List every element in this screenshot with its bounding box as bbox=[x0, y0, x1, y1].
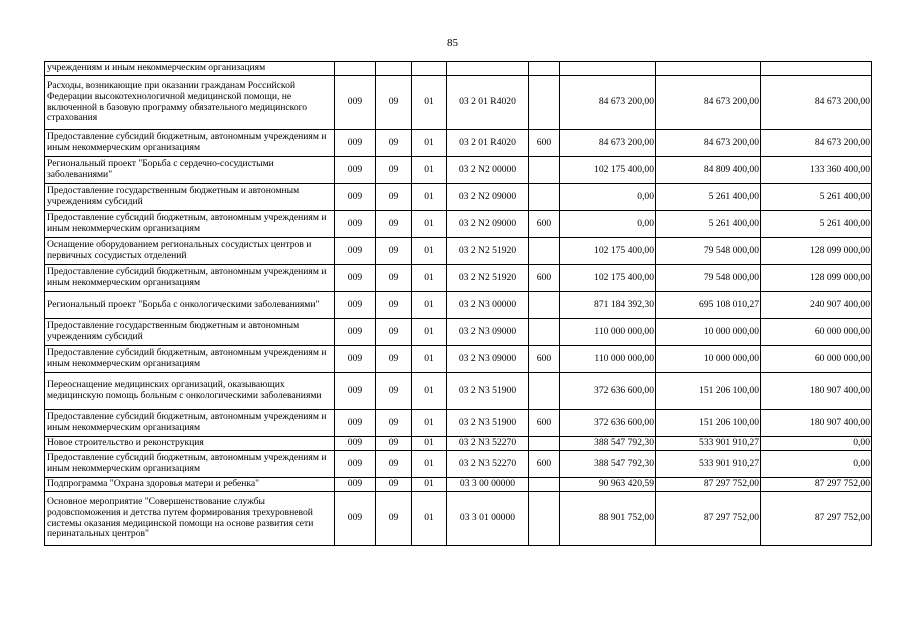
amount-year3-cell: 180 907 400,00 bbox=[761, 373, 872, 410]
subsection-code-cell: 01 bbox=[412, 157, 447, 184]
ministry-code-cell: 009 bbox=[335, 373, 376, 410]
table-body bbox=[45, 62, 872, 546]
target-article-cell: 03 2 N2 09000 bbox=[447, 184, 529, 211]
ministry-code-cell bbox=[335, 62, 376, 76]
ministry-code-cell: 009 bbox=[335, 319, 376, 346]
subsection-code-cell: 01 bbox=[412, 410, 447, 437]
expense-type-cell bbox=[529, 292, 560, 319]
item-name-cell: Оснащение оборудованием региональных сосудистых центров и первичных сосудистых отделений bbox=[45, 238, 335, 265]
target-article-cell: 03 2 N3 51900 bbox=[447, 373, 529, 410]
subsection-code-cell bbox=[412, 62, 447, 76]
expense-type-cell: 600 bbox=[529, 451, 560, 478]
expense-type-cell bbox=[529, 478, 560, 492]
amount-year3-cell: 84 673 200,00 bbox=[761, 130, 872, 157]
amount-year3-cell: 133 360 400,00 bbox=[761, 157, 872, 184]
amount-year2-cell: 533 901 910,27 bbox=[656, 451, 761, 478]
section-code-cell: 09 bbox=[376, 76, 412, 130]
target-article-cell: 03 2 N2 51920 bbox=[447, 265, 529, 292]
target-article-cell: 03 2 N3 09000 bbox=[447, 346, 529, 373]
amount-year2-cell: 87 297 752,00 bbox=[656, 492, 761, 546]
amount-year2-cell: 10 000 000,00 bbox=[656, 319, 761, 346]
amount-year3-cell: 128 099 000,00 bbox=[761, 238, 872, 265]
expense-type-cell bbox=[529, 62, 560, 76]
subsection-code-cell: 01 bbox=[412, 238, 447, 265]
expense-type-cell: 600 bbox=[529, 410, 560, 437]
amount-year3-cell: 5 261 400,00 bbox=[761, 184, 872, 211]
table-row bbox=[45, 437, 872, 451]
expense-type-cell bbox=[529, 157, 560, 184]
section-code-cell: 09 bbox=[376, 292, 412, 319]
item-name-cell: Предоставление субсидий бюджетным, автономным учреждениям и иным некоммерческим организациям bbox=[45, 410, 335, 437]
amount-year1-cell: 871 184 392,30 bbox=[560, 292, 656, 319]
ministry-code-cell: 009 bbox=[335, 346, 376, 373]
amount-year3-cell: 60 000 000,00 bbox=[761, 346, 872, 373]
amount-year2-cell: 5 261 400,00 bbox=[656, 211, 761, 238]
amount-year1-cell: 84 673 200,00 bbox=[560, 76, 656, 130]
item-name-cell: Региональный проект "Борьба с онкологическими заболеваниями" bbox=[45, 292, 335, 319]
section-code-cell: 09 bbox=[376, 478, 412, 492]
amount-year2-cell: 533 901 910,27 bbox=[656, 437, 761, 451]
amount-year2-cell bbox=[656, 62, 761, 76]
item-name-cell: Предоставление субсидий бюджетным, автономным учреждениям и иным некоммерческим организациям bbox=[45, 346, 335, 373]
table-row bbox=[45, 76, 872, 130]
item-name-cell: Расходы, возникающие при оказании гражданам Российской Федерации высокотехнологичной медицинской помощи, не включенной в базовую программу обязательного медицинского страхования bbox=[45, 76, 335, 130]
item-name-cell: Региональный проект "Борьба с сердечно-сосудистыми заболеваниями" bbox=[45, 157, 335, 184]
section-code-cell: 09 bbox=[376, 211, 412, 238]
target-article-cell: 03 2 N3 00000 bbox=[447, 292, 529, 319]
amount-year2-cell: 695 108 010,27 bbox=[656, 292, 761, 319]
amount-year1-cell: 88 901 752,00 bbox=[560, 492, 656, 546]
target-article-cell: 03 2 N3 52270 bbox=[447, 437, 529, 451]
section-code-cell: 09 bbox=[376, 184, 412, 211]
section-code-cell: 09 bbox=[376, 373, 412, 410]
amount-year3-cell: 5 261 400,00 bbox=[761, 211, 872, 238]
item-name-cell: Подпрограмма "Охрана здоровья матери и ребенка" bbox=[45, 478, 335, 492]
table-row bbox=[45, 492, 872, 546]
amount-year1-cell: 0,00 bbox=[560, 211, 656, 238]
target-article-cell bbox=[447, 62, 529, 76]
expense-type-cell bbox=[529, 492, 560, 546]
subsection-code-cell: 01 bbox=[412, 492, 447, 546]
budget-table bbox=[44, 61, 872, 546]
table-row bbox=[45, 265, 872, 292]
target-article-cell: 03 3 01 00000 bbox=[447, 492, 529, 546]
section-code-cell: 09 bbox=[376, 346, 412, 373]
section-code-cell: 09 bbox=[376, 319, 412, 346]
item-name-cell: Предоставление субсидий бюджетным, автономным учреждениям и иным некоммерческим организациям bbox=[45, 451, 335, 478]
amount-year1-cell: 84 673 200,00 bbox=[560, 130, 656, 157]
expense-type-cell: 600 bbox=[529, 211, 560, 238]
ministry-code-cell: 009 bbox=[335, 184, 376, 211]
amount-year3-cell: 87 297 752,00 bbox=[761, 478, 872, 492]
amount-year2-cell: 151 206 100,00 bbox=[656, 410, 761, 437]
amount-year2-cell: 84 673 200,00 bbox=[656, 76, 761, 130]
item-name-cell: Основное мероприятие "Совершенствование службы родовспоможения и детства путем формирования трехуровневой системы оказания медицинской помощи на основе развития сети перинатальных центров" bbox=[45, 492, 335, 546]
item-name-cell: Предоставление субсидий бюджетным, автономным учреждениям и иным некоммерческим организациям bbox=[45, 211, 335, 238]
subsection-code-cell: 01 bbox=[412, 130, 447, 157]
subsection-code-cell: 01 bbox=[412, 292, 447, 319]
ministry-code-cell: 009 bbox=[335, 76, 376, 130]
expense-type-cell bbox=[529, 437, 560, 451]
item-name-cell: Предоставление субсидий бюджетным, автономным учреждениям и иным некоммерческим организациям bbox=[45, 130, 335, 157]
table-row bbox=[45, 319, 872, 346]
expense-type-cell bbox=[529, 184, 560, 211]
ministry-code-cell: 009 bbox=[335, 410, 376, 437]
amount-year1-cell: 0,00 bbox=[560, 184, 656, 211]
subsection-code-cell: 01 bbox=[412, 211, 447, 238]
target-article-cell: 03 3 00 00000 bbox=[447, 478, 529, 492]
expense-type-cell bbox=[529, 238, 560, 265]
amount-year1-cell: 372 636 600,00 bbox=[560, 373, 656, 410]
amount-year1-cell: 102 175 400,00 bbox=[560, 157, 656, 184]
expense-type-cell bbox=[529, 76, 560, 130]
section-code-cell: 09 bbox=[376, 130, 412, 157]
amount-year3-cell: 180 907 400,00 bbox=[761, 410, 872, 437]
amount-year3-cell: 84 673 200,00 bbox=[761, 76, 872, 130]
amount-year1-cell bbox=[560, 62, 656, 76]
table-row bbox=[45, 451, 872, 478]
amount-year3-cell: 0,00 bbox=[761, 451, 872, 478]
table-row bbox=[45, 130, 872, 157]
table-row bbox=[45, 346, 872, 373]
ministry-code-cell: 009 bbox=[335, 265, 376, 292]
amount-year1-cell: 110 000 000,00 bbox=[560, 346, 656, 373]
expense-type-cell: 600 bbox=[529, 346, 560, 373]
target-article-cell: 03 2 01 R4020 bbox=[447, 76, 529, 130]
amount-year2-cell: 79 548 000,00 bbox=[656, 265, 761, 292]
amount-year1-cell: 102 175 400,00 bbox=[560, 265, 656, 292]
expense-type-cell bbox=[529, 319, 560, 346]
section-code-cell: 09 bbox=[376, 265, 412, 292]
amount-year3-cell: 128 099 000,00 bbox=[761, 265, 872, 292]
item-name-cell: Предоставление государственным бюджетным и автономным учреждениям субсидий bbox=[45, 319, 335, 346]
page-number: 85 bbox=[447, 37, 458, 49]
item-name-cell: учреждениям и иным некоммерческим организациям bbox=[45, 62, 335, 76]
section-code-cell: 09 bbox=[376, 451, 412, 478]
table-row bbox=[45, 373, 872, 410]
item-name-cell: Переоснащение медицинских организаций, оказывающих медицинскую помощь больным с онкологическими заболеваниями bbox=[45, 373, 335, 410]
amount-year2-cell: 10 000 000,00 bbox=[656, 346, 761, 373]
expense-type-cell: 600 bbox=[529, 265, 560, 292]
target-article-cell: 03 2 N2 09000 bbox=[447, 211, 529, 238]
item-name-cell: Предоставление субсидий бюджетным, автономным учреждениям и иным некоммерческим организациям bbox=[45, 265, 335, 292]
item-name-cell: Новое строительство и реконструкция bbox=[45, 437, 335, 451]
amount-year3-cell: 60 000 000,00 bbox=[761, 319, 872, 346]
expense-type-cell: 600 bbox=[529, 130, 560, 157]
section-code-cell: 09 bbox=[376, 492, 412, 546]
section-code-cell bbox=[376, 62, 412, 76]
table-row bbox=[45, 238, 872, 265]
subsection-code-cell: 01 bbox=[412, 478, 447, 492]
amount-year1-cell: 110 000 000,00 bbox=[560, 319, 656, 346]
subsection-code-cell: 01 bbox=[412, 319, 447, 346]
ministry-code-cell: 009 bbox=[335, 238, 376, 265]
subsection-code-cell: 01 bbox=[412, 265, 447, 292]
ministry-code-cell: 009 bbox=[335, 478, 376, 492]
subsection-code-cell: 01 bbox=[412, 437, 447, 451]
section-code-cell: 09 bbox=[376, 437, 412, 451]
ministry-code-cell: 009 bbox=[335, 451, 376, 478]
expense-type-cell bbox=[529, 373, 560, 410]
subsection-code-cell: 01 bbox=[412, 184, 447, 211]
table-row bbox=[45, 184, 872, 211]
ministry-code-cell: 009 bbox=[335, 130, 376, 157]
table-row bbox=[45, 410, 872, 437]
amount-year2-cell: 151 206 100,00 bbox=[656, 373, 761, 410]
amount-year3-cell bbox=[761, 62, 872, 76]
subsection-code-cell: 01 bbox=[412, 76, 447, 130]
subsection-code-cell: 01 bbox=[412, 373, 447, 410]
section-code-cell: 09 bbox=[376, 238, 412, 265]
amount-year2-cell: 87 297 752,00 bbox=[656, 478, 761, 492]
section-code-cell: 09 bbox=[376, 410, 412, 437]
table-row bbox=[45, 478, 872, 492]
amount-year2-cell: 79 548 000,00 bbox=[656, 238, 761, 265]
ministry-code-cell: 009 bbox=[335, 211, 376, 238]
target-article-cell: 03 2 N3 09000 bbox=[447, 319, 529, 346]
table-row bbox=[45, 62, 872, 76]
subsection-code-cell: 01 bbox=[412, 346, 447, 373]
amount-year1-cell: 388 547 792,30 bbox=[560, 451, 656, 478]
target-article-cell: 03 2 N2 00000 bbox=[447, 157, 529, 184]
amount-year1-cell: 388 547 792,30 bbox=[560, 437, 656, 451]
amount-year3-cell: 0,00 bbox=[761, 437, 872, 451]
amount-year1-cell: 102 175 400,00 bbox=[560, 238, 656, 265]
amount-year1-cell: 90 963 420,59 bbox=[560, 478, 656, 492]
amount-year2-cell: 84 673 200,00 bbox=[656, 130, 761, 157]
amount-year2-cell: 5 261 400,00 bbox=[656, 184, 761, 211]
ministry-code-cell: 009 bbox=[335, 157, 376, 184]
amount-year1-cell: 372 636 600,00 bbox=[560, 410, 656, 437]
subsection-code-cell: 01 bbox=[412, 451, 447, 478]
amount-year3-cell: 240 907 400,00 bbox=[761, 292, 872, 319]
ministry-code-cell: 009 bbox=[335, 492, 376, 546]
ministry-code-cell: 009 bbox=[335, 437, 376, 451]
target-article-cell: 03 2 N2 51920 bbox=[447, 238, 529, 265]
section-code-cell: 09 bbox=[376, 157, 412, 184]
table-row bbox=[45, 292, 872, 319]
table-row bbox=[45, 211, 872, 238]
target-article-cell: 03 2 01 R4020 bbox=[447, 130, 529, 157]
table-row bbox=[45, 157, 872, 184]
target-article-cell: 03 2 N3 52270 bbox=[447, 451, 529, 478]
item-name-cell: Предоставление государственным бюджетным и автономным учреждениям субсидий bbox=[45, 184, 335, 211]
ministry-code-cell: 009 bbox=[335, 292, 376, 319]
amount-year3-cell: 87 297 752,00 bbox=[761, 492, 872, 546]
amount-year2-cell: 84 809 400,00 bbox=[656, 157, 761, 184]
target-article-cell: 03 2 N3 51900 bbox=[447, 410, 529, 437]
